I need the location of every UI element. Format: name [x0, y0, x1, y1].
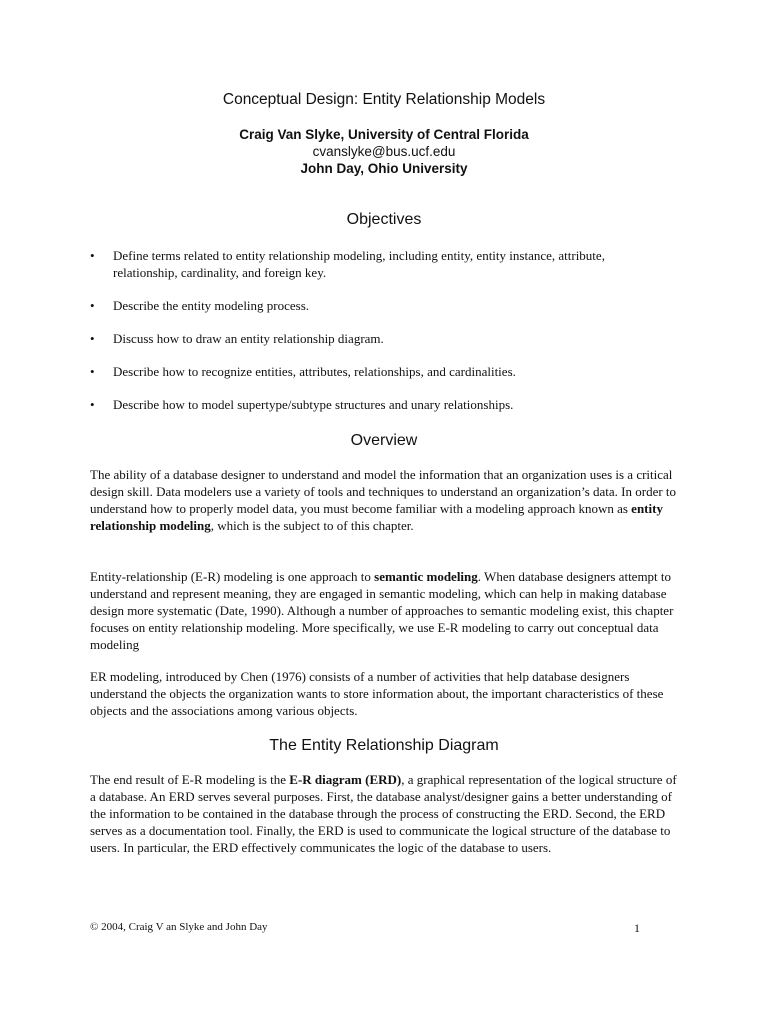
- bullet-icon: •: [90, 331, 95, 346]
- author-secondary: John Day, Ohio University: [300, 161, 468, 176]
- list-item: • Describe how to recognize entities, attributes, relationships, and cardinalities.: [90, 364, 516, 379]
- overview-paragraph-2: Entity-relationship (E-R) modeling is one approach to semantic modeling. When database designers attempt to understand and represent meaning, they are engaged in semantic modeling, which can help in making database design more systematic (Date, 1990). Although a number of approaches to semantic modeling exist, this chapter focuses on entity relationship modeling. More specifically, we use E-R modeling to carry out conceptual data modeling: [90, 569, 674, 652]
- overview-paragraph-3: ER modeling, introduced by Chen (1976) consists of a number of activities that help database designers understand the objects the organization wants to store information about, the important characteristics of these objects and the associations among various objects.: [90, 669, 664, 718]
- overview-paragraph-1: The ability of a database designer to understand and model the information that an organization uses is a critical design skill. Data modelers use a variety of tools and techniques to understand an organization’s data. In order to understand how to properly model data, you must become familiar with a modeling approach known as entity relationship modeling, which is the subject to of this chapter.: [90, 467, 677, 533]
- bullet-icon: •: [90, 248, 95, 263]
- list-item: • Define terms related to entity relationship modeling, including entity, entity instance, attribute, relationship, cardinality, and foreign key.: [90, 248, 605, 280]
- objectives-heading: Objectives: [346, 211, 422, 228]
- erd-paragraph-1: The end result of E-R modeling is the E-R diagram (ERD), a graphical representation of the logical structure of a database. An ERD serves several purposes. First, the database analyst/designer gains a better understanding of the information to be contained in the database through the process of constructing the ERD. Second, the ERD serves as a documentation tool. Finally, the ERD is used to communicate the logical structure of the database to users. In particular, the ERD effectively communicates the logic of the database to users.: [90, 772, 677, 855]
- page-number: 1: [634, 921, 640, 935]
- list-item: • Discuss how to draw an entity relationship diagram.: [90, 331, 384, 346]
- bullet-icon: •: [90, 397, 95, 412]
- objectives-list: [90, 247, 650, 429]
- footer-copyright: © 2004, Craig V an Slyke and John Day: [90, 921, 268, 933]
- list-item: • Describe the entity modeling process.: [90, 298, 310, 313]
- overview-heading: Overview: [350, 432, 418, 449]
- author-primary: Craig Van Slyke, University of Central Florida: [239, 127, 529, 142]
- erd-heading: The Entity Relationship Diagram: [269, 737, 499, 754]
- bullet-icon: •: [90, 298, 95, 313]
- document-title: Conceptual Design: Entity Relationship Models: [222, 91, 546, 108]
- list-item: • Describe how to model supertype/subtype structures and unary relationships.: [90, 397, 514, 412]
- bullet-icon: •: [90, 364, 95, 379]
- author-email: cvanslyke@bus.ucf.edu: [312, 144, 456, 159]
